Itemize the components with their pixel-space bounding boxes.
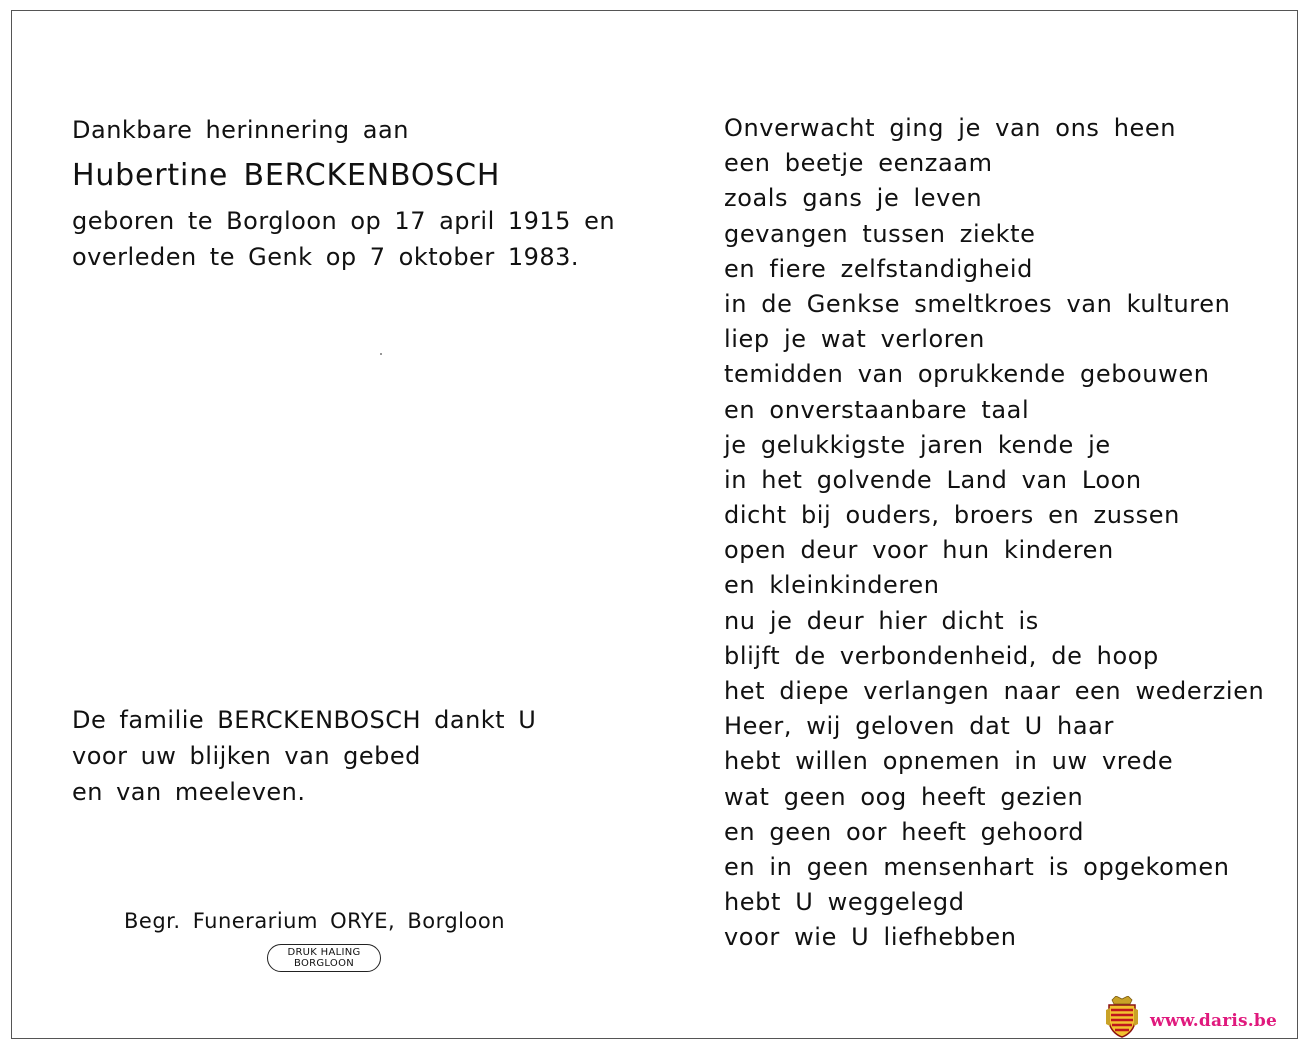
- thanks-line-1: De familie BERCKENBOSCH dankt U: [72, 706, 537, 734]
- poem-line: open deur voor hun kinderen: [724, 536, 1114, 565]
- poem-line: het diepe verlangen naar een wederzien: [724, 677, 1265, 705]
- printer-stamp-line-1: DRUK HALING: [287, 947, 361, 958]
- poem-line: in de Genkse smeltkroes van kulturen: [724, 289, 1231, 318]
- poem-line: je gelukkigste jaren kende je: [724, 430, 1111, 459]
- deceased-name: Hubertine BERCKENBOSCH: [72, 158, 501, 193]
- poem-line: een beetje eenzaam: [724, 149, 993, 178]
- watermark-text: www.daris.be: [1150, 1011, 1278, 1031]
- watermark-link[interactable]: [1150, 1011, 1277, 1031]
- funerarium-credit: Begr. Funerarium ORYE, Borgloon: [124, 909, 506, 933]
- poem-line: hebt U weggelegd: [724, 888, 965, 917]
- poem-line: blijft de verbondenheid, de hoop: [724, 641, 1159, 670]
- poem-line: en geen oor heeft gehoord: [724, 817, 1085, 846]
- thanks-line-2: voor uw blijken van gebed: [72, 742, 421, 770]
- poem-line: en kleinkinderen: [724, 571, 940, 600]
- poem-line: Onverwacht ging je van ons heen: [724, 114, 1177, 142]
- poem: [724, 111, 1264, 956]
- birth-line: geboren te Borgloon op 17 april 1915 en: [72, 207, 616, 235]
- printer-stamp-line-2: BORGLOON: [293, 958, 355, 969]
- poem-line: in het golvende Land van Loon: [724, 465, 1142, 494]
- poem-line: gevangen tussen ziekte: [724, 219, 1036, 248]
- poem-line: temidden van oprukkende gebouwen: [724, 360, 1210, 389]
- coat-of-arms-icon: [1106, 996, 1138, 1038]
- poem-line: hebt willen opnemen in uw vrede: [724, 747, 1174, 776]
- death-line: overleden te Genk op 7 oktober 1983.: [72, 243, 580, 271]
- poem-line: voor wie U liefhebben: [724, 923, 1017, 952]
- poem-line: en onverstaanbare taal: [724, 395, 1030, 424]
- poem-line: zoals gans je leven: [724, 184, 983, 213]
- poem-line: en fiere zelfstandigheid: [724, 254, 1033, 283]
- poem-line: Heer, wij geloven dat U haar: [724, 712, 1114, 741]
- poem-line: liep je wat verloren: [724, 325, 985, 354]
- intro-text: Dankbare herinnering aan: [72, 116, 409, 144]
- poem-line: dicht bij ouders, broers en zussen: [724, 501, 1180, 530]
- poem-line: nu je deur hier dicht is: [724, 606, 1039, 635]
- printer-stamp: [267, 944, 381, 972]
- print-speck: [380, 353, 382, 355]
- thanks-line-3: en van meeleven.: [72, 778, 306, 806]
- poem-line: en in geen mensenhart is opgekomen: [724, 852, 1230, 881]
- poem-line: wat geen oog heeft gezien: [724, 782, 1084, 811]
